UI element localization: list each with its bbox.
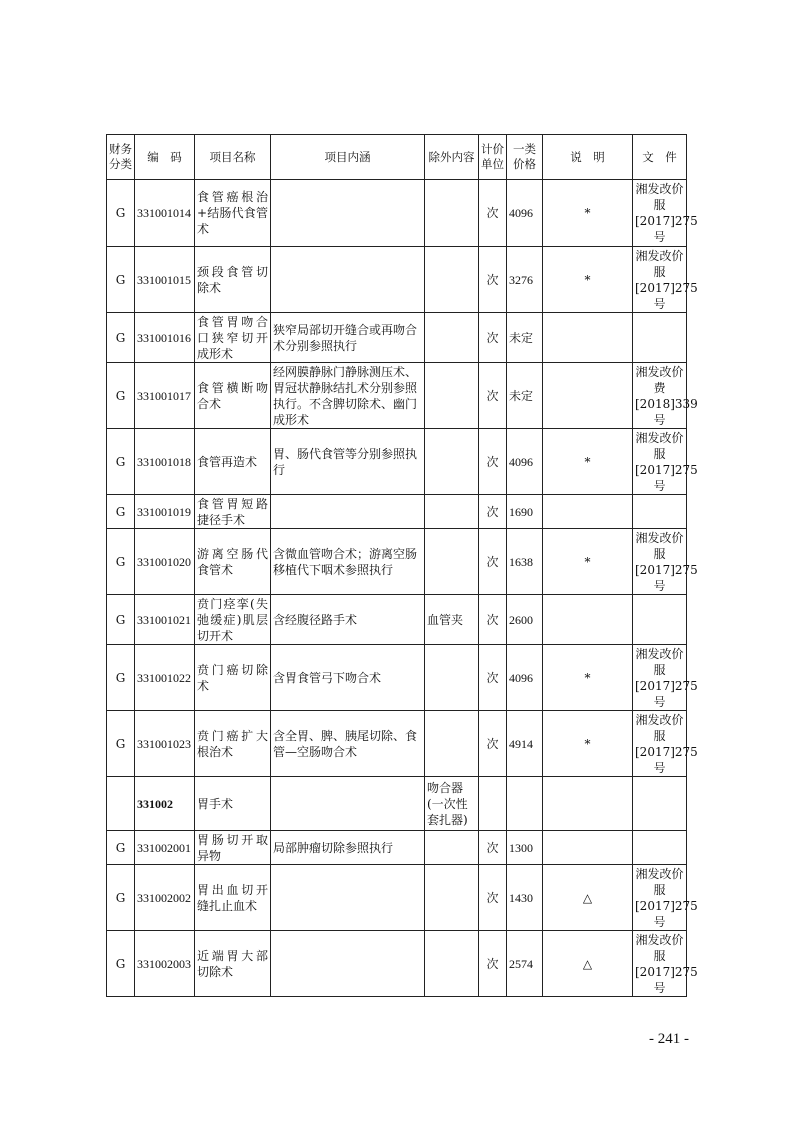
cell-file: 湘发改价服[2017]275号 [633,429,687,495]
cell-code: 331001017 [135,363,195,429]
header-row [107,135,687,180]
cell-content: 经网膜静脉门静脉测压术、胃冠状静脉结扎术分别参照执行。不含脾切除术、幽门成形术 [271,363,425,429]
cell-category: G [107,363,135,429]
cell-price: 2574 [507,931,543,997]
cell-name: 食管胃吻合口狭窄切开成形术 [195,313,271,363]
cell-file [633,313,687,363]
cell-price: 4096 [507,645,543,711]
table-row [107,931,687,997]
cell-category: G [107,247,135,313]
cell-price: 1638 [507,529,543,595]
header-name: 项目名称 [195,135,271,180]
header-unit: 计价单位 [479,135,507,180]
cell-note [543,595,633,645]
cell-note: * [543,711,633,777]
cell-content [271,495,425,529]
cell-category: G [107,429,135,495]
cell-category: G [107,180,135,247]
table-row [107,363,687,429]
cell-name: 食管胃短路捷径手术 [195,495,271,529]
cell-name: 食管癌根治+结肠代食管术 [195,180,271,247]
cell-file [633,831,687,865]
cell-category: G [107,831,135,865]
cell-note [543,495,633,529]
table-row [107,711,687,777]
cell-note: * [543,180,633,247]
cell-code: 331001023 [135,711,195,777]
cell-exclusion [425,645,479,711]
cell-unit: 次 [479,931,507,997]
cell-content [271,777,425,831]
cell-exclusion [425,313,479,363]
cell-code: 331001014 [135,180,195,247]
cell-content [271,865,425,931]
cell-price: 2600 [507,595,543,645]
cell-unit: 次 [479,363,507,429]
cell-exclusion [425,529,479,595]
cell-unit: 次 [479,711,507,777]
table-row [107,645,687,711]
cell-name: 颈段食管切除术 [195,247,271,313]
cell-unit: 次 [479,495,507,529]
cell-price: 未定 [507,313,543,363]
cell-unit: 次 [479,865,507,931]
cell-note [543,363,633,429]
cell-unit: 次 [479,595,507,645]
cell-exclusion: 吻合器(一次性套扎器) [425,777,479,831]
cell-name: 贲门癌扩大根治术 [195,711,271,777]
table-row [107,495,687,529]
cell-note: △ [543,931,633,997]
cell-file: 湘发改价服[2017]275号 [633,711,687,777]
cell-category: G [107,595,135,645]
cell-price: 4096 [507,429,543,495]
cell-exclusion [425,711,479,777]
cell-content [271,180,425,247]
cell-file [633,595,687,645]
cell-price: 1300 [507,831,543,865]
cell-code: 331001016 [135,313,195,363]
cell-name: 游离空肠代食管术 [195,529,271,595]
cell-content: 含全胃、脾、胰尾切除、食管—空肠吻合术 [271,711,425,777]
cell-category: G [107,495,135,529]
cell-exclusion [425,865,479,931]
cell-content [271,247,425,313]
cell-content: 局部肿瘤切除参照执行 [271,831,425,865]
cell-unit [479,777,507,831]
cell-file: 湘发改价费[2018]339号 [633,363,687,429]
cell-exclusion: 血管夹 [425,595,479,645]
cell-exclusion [425,363,479,429]
cell-code: 331002 [135,777,195,831]
cell-exclusion [425,180,479,247]
cell-file [633,777,687,831]
cell-name: 贲门痉挛(失弛缓症)肌层切开术 [195,595,271,645]
cell-content: 含微血管吻合术；游离空肠移植代下咽术参照执行 [271,529,425,595]
cell-code: 331001020 [135,529,195,595]
cell-file: 湘发改价服[2017]275号 [633,865,687,931]
cell-file: 湘发改价服[2017]275号 [633,247,687,313]
cell-category [107,777,135,831]
header-code: 编 码 [135,135,195,180]
cell-category: G [107,529,135,595]
cell-name: 贲门癌切除术 [195,645,271,711]
cell-file: 湘发改价服[2017]275号 [633,931,687,997]
table-row [107,595,687,645]
cell-code: 331001021 [135,595,195,645]
cell-exclusion [425,831,479,865]
price-table [106,134,698,997]
cell-unit: 次 [479,313,507,363]
cell-unit: 次 [479,247,507,313]
cell-unit: 次 [479,180,507,247]
header-content: 项目内涵 [271,135,425,180]
cell-category: G [107,865,135,931]
page-number: - 241 - [649,1031,689,1047]
cell-note [543,777,633,831]
cell-unit: 次 [479,429,507,495]
cell-name: 食管再造术 [195,429,271,495]
table-row [107,180,687,247]
cell-name: 胃肠切开取异物 [195,831,271,865]
cell-code: 331002003 [135,931,195,997]
cell-note: * [543,429,633,495]
cell-price: 4096 [507,180,543,247]
cell-price: 未定 [507,363,543,429]
cell-price [507,777,543,831]
table-row [107,429,687,495]
cell-name: 胃出血切开缝扎止血术 [195,865,271,931]
table-row [107,313,687,363]
cell-price: 1690 [507,495,543,529]
cell-exclusion [425,429,479,495]
cell-note: * [543,645,633,711]
header-exclusion: 除外内容 [425,135,479,180]
cell-code: 331001019 [135,495,195,529]
cell-category: G [107,313,135,363]
cell-category: G [107,711,135,777]
cell-code: 331002002 [135,865,195,931]
cell-exclusion [425,495,479,529]
cell-file: 湘发改价服[2017]275号 [633,180,687,247]
table-row [107,529,687,595]
cell-name: 近端胃大部切除术 [195,931,271,997]
cell-file: 湘发改价服[2017]275号 [633,529,687,595]
cell-category: G [107,645,135,711]
cell-code: 331001015 [135,247,195,313]
cell-content: 含胃食管弓下吻合术 [271,645,425,711]
cell-content [271,931,425,997]
cell-code: 331002001 [135,831,195,865]
cell-exclusion [425,931,479,997]
header-note: 说 明 [543,135,633,180]
header-category: 财务分类 [107,135,135,180]
cell-unit: 次 [479,831,507,865]
cell-code: 331001022 [135,645,195,711]
cell-note: * [543,247,633,313]
cell-exclusion [425,247,479,313]
header-file: 文 件 [633,135,687,180]
cell-file [633,495,687,529]
cell-unit: 次 [479,645,507,711]
cell-file: 湘发改价服[2017]275号 [633,645,687,711]
cell-category: G [107,931,135,997]
cell-note [543,313,633,363]
section-row [107,777,687,831]
cell-name: 食管横断吻合术 [195,363,271,429]
table-row [107,247,687,313]
cell-code: 331001018 [135,429,195,495]
cell-note [543,831,633,865]
header-price: 一类价格 [507,135,543,180]
cell-note: △ [543,865,633,931]
table-row [107,865,687,931]
cell-name: 胃手术 [195,777,271,831]
cell-content: 狭窄局部切开缝合或再吻合术分别参照执行 [271,313,425,363]
cell-unit: 次 [479,529,507,595]
cell-content: 胃、肠代食管等分别参照执行 [271,429,425,495]
cell-note: * [543,529,633,595]
cell-price: 4914 [507,711,543,777]
table-row [107,831,687,865]
cell-price: 1430 [507,865,543,931]
cell-price: 3276 [507,247,543,313]
cell-content: 含经腹径路手术 [271,595,425,645]
